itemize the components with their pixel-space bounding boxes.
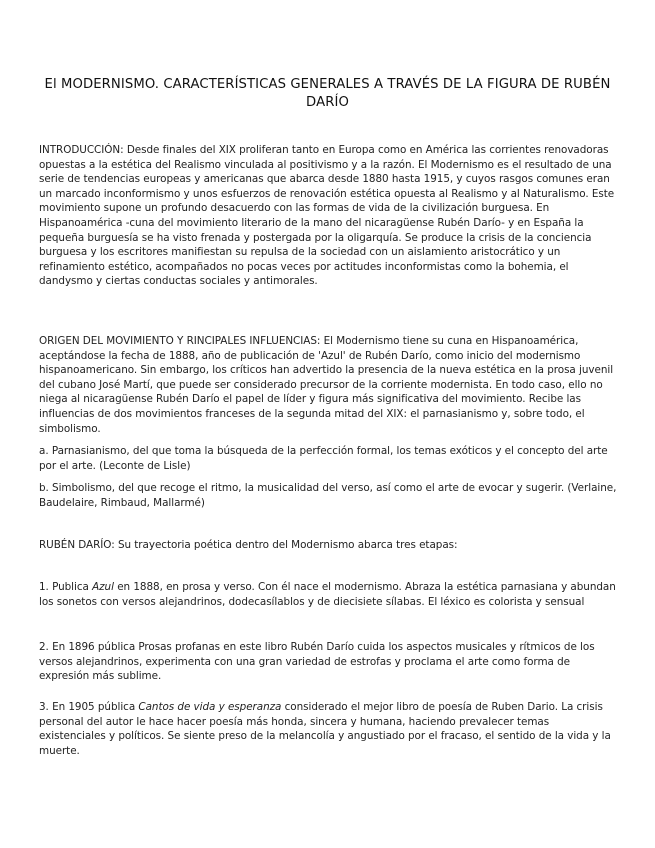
etapa-3-rest: considerado el mejor libro de poesía de Ruben Dario. La crisis personal del autor le hace hacer poesía más honda, sincera y humana, haciendo prevalecer temas existenciales y políticos. Se siente preso de la melancolía y angustiado por el fracaso, el sentido de la vida y la muerte. (39, 701, 611, 757)
document-title: El MODERNISMO. CARACTERÍSTICAS GENERALES A TRAVÉS DE LA FIGURA DE RUBÉN DARÍO (44, 77, 611, 110)
etapa-3-prefix: 3. En 1905 pública (39, 701, 139, 713)
influence-a-text: a. Parnasianismo, del que toma la búsqueda de la perfección formal, los temas exóticos y el concepto del arte por el arte. (Leconte de Lisle) (39, 445, 608, 472)
etapa-1-rest: en 1888, en prosa y verso. Con él nace el modernismo. Abraza la estética parnasiana y abundan los sonetos con versos alejandrinos, dodecasílablos y de diecisiete sílabas. El léxico es colorista y sensual (39, 581, 616, 608)
ruben-intro-text: RUBÉN DARÍO: Su trayectoria poética dentro del Modernismo abarca tres etapas: (39, 539, 458, 551)
influence-b-paragraph (39, 481, 617, 510)
influence-a-paragraph (39, 444, 617, 473)
intro-text: INTRODUCCIÓN: Desde finales del XIX proliferan tanto en Europa como en América las corrientes renovadoras opuestas a la estética del Realismo vinculada al positivismo y a la razón. El Modernismo es el resultado de una serie de tendencias europeas y americanas que abarca desde 1880 hasta 1915, y cuyos rasgos comunes eran un marcado inconformismo y unos esfuerzos de renovación estética opuesta al Realismo y al Naturalismo. Este movimiento supone un profundo desacuerdo con las formas de vida de la civilización burguesa. En Hispanoamérica -cuna del movimiento literario de la mano del nicaragüense Rubén Darío- y en España la pequeña burguesía se ha visto frenada y postergada por la oligarquía. Se produce la crisis de la conciencia burguesa y los escritores manifiestan su repulsa de la sociedad con un aislamiento aristocrático y un refinamiento estético, acompañados no pocas veces por actitudes inconformistas como la bohemia, el dandysmo y ciertas conductas sociales y antimorales. (39, 144, 615, 288)
etapa-3-paragraph (39, 700, 617, 758)
etapa-3-text (39, 700, 617, 758)
intro-paragraph (39, 143, 617, 289)
etapa-1-prefix: 1. Publica (39, 581, 93, 593)
origen-paragraph (39, 334, 617, 436)
origen-text: ORIGEN DEL MOVIMIENTO Y RINCIPALES INFLUENCIAS: El Modernismo tiene su cuna en Hispanoamérica, aceptándose la fecha de 1888, año de publicación de 'Azul' de Rubén Darío, como inicio del modernismo hispanoamericano. Sin embargo, los críticos han advertido la presencia de la nueva estética en la prosa juvenil del cubano José Martí, que puede ser considerado precursor de la corriente modernista. En todo caso, ello no niega al nicaragüense Rubén Darío el papel de líder y figura más significativa del movimiento. Recibe las influencias de dos movimientos franceses de la segunda mitad del XIX: el parnasianismo y, sobre todo, el simbolismo. (39, 335, 614, 435)
etapa-3-work-title: Cantos de vida y esperanza (138, 701, 282, 713)
etapa-1-paragraph (39, 580, 617, 609)
influence-b-text: b. Simbolismo, del que recoge el ritmo, la musicalidad del verso, así como el arte de evocar y sugerir. (Verlaine, Baudelaire, Rimbaud, Mallarmé) (39, 482, 617, 509)
etapa-2-text: 2. En 1896 pública Prosas profanas en este libro Rubén Darío cuida los aspectos musicales y rítmicos de los versos alejandrinos, experimenta con una gran variedad de estrofas y proclama el arte como forma de expresión más sublime. (39, 641, 595, 683)
etapa-1-text (39, 580, 617, 609)
ruben-intro-paragraph (39, 538, 617, 553)
etapa-1-work-title: Azul (92, 581, 114, 593)
etapa-2-paragraph (39, 640, 617, 684)
